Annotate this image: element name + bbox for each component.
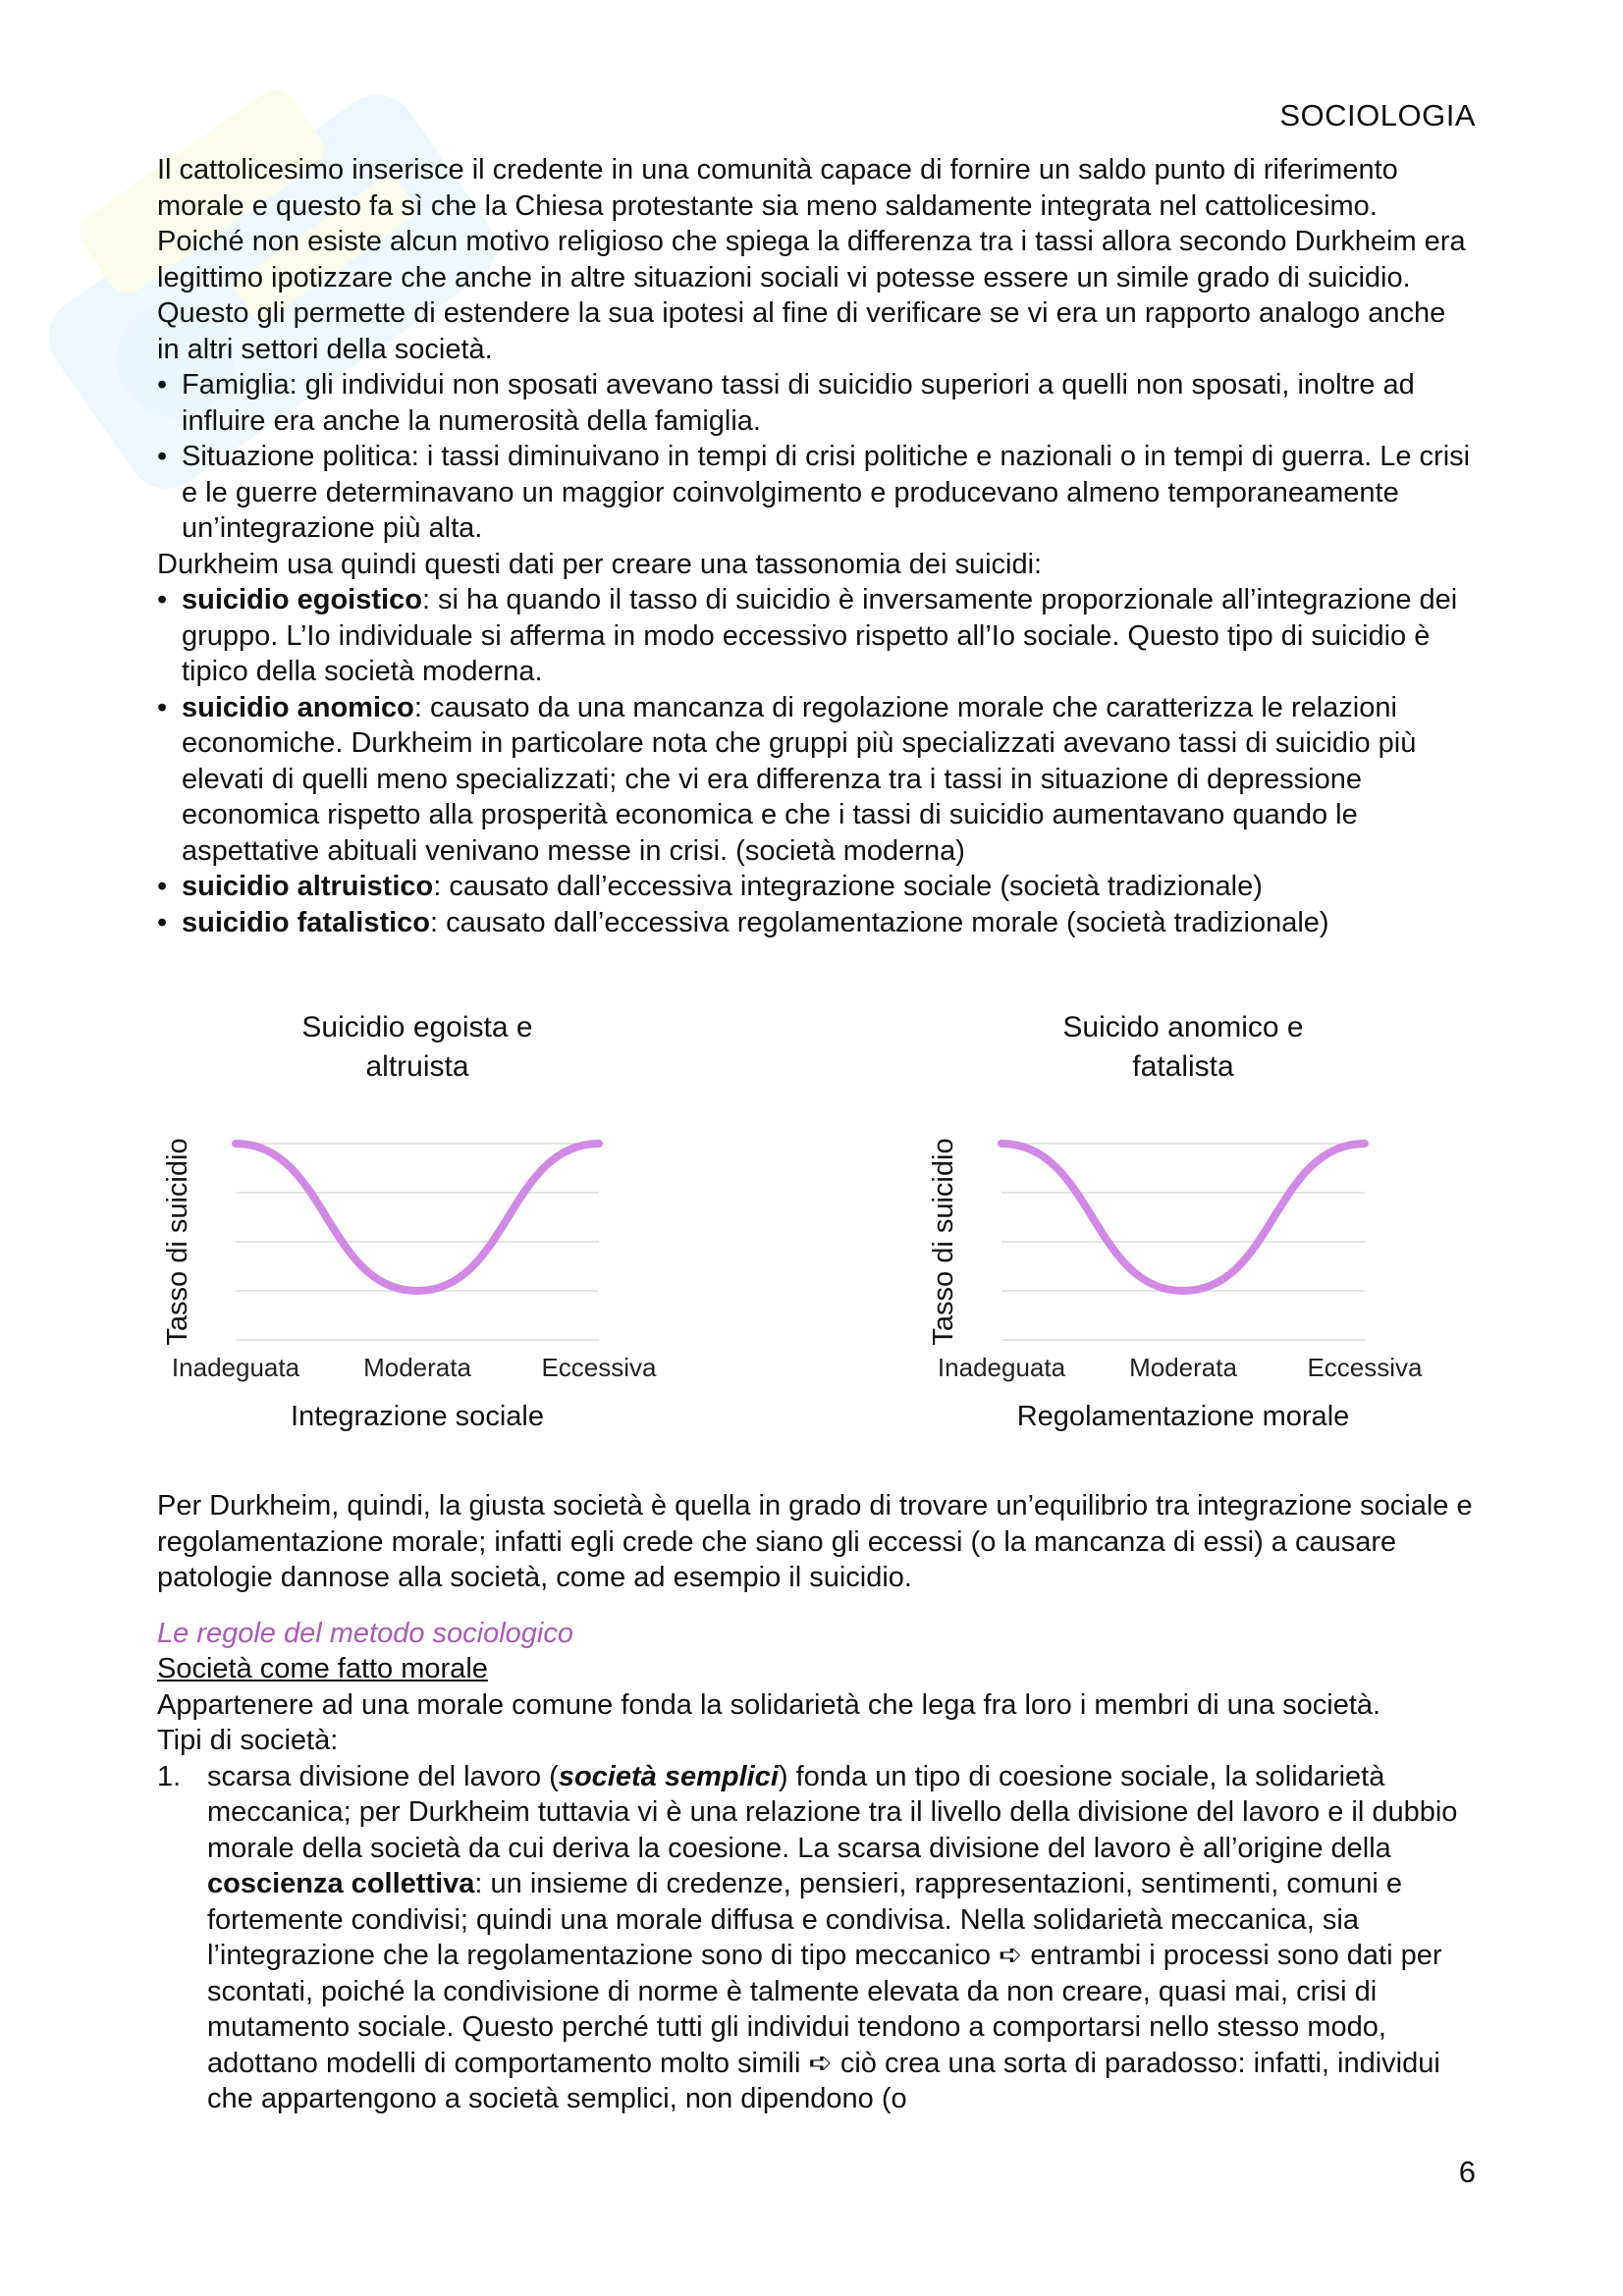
paragraph: Appartenere ad una morale comune fonda la solidarietà che lega fra loro i membri di una società. [157,1688,1381,1721]
paragraph: Il cattolicesimo inserisce il credente in una comunità capace di fornire un saldo punto di riferimento morale e questo fa sì che la Chiesa protestante sia meno saldamente integrata nel cattolicesimo. [157,154,1398,222]
chart-title: altruista [365,1050,469,1083]
paragraph: Poiché non esiste alcun motivo religioso che spiega la differenza tra i tassi allora secondo Durkheim era legittimo ipotizzare che anche in altre situazioni sociali vi potesse essere un simile grado di suicidio. [157,226,1466,294]
y-axis-label: Tasso di suicidio [928,1138,959,1346]
bullet-list [157,367,1473,547]
series-line [1001,1144,1365,1291]
term: suicidio altruistico [182,871,434,902]
term: suicidio egoistico [182,584,422,615]
taxonomy-list [157,582,1473,940]
list-item: • Situazione politica: i tassi diminuivano in tempi di crisi politiche e nazionali o in tempi di guerra. Le crisi e le guerre determinavano un maggior coinvolgimento e producevano almeno temporaneamente un’integrazione più alta. [157,439,1473,547]
list-item [157,1759,1473,2117]
term: suicidio fatalistico [182,906,430,938]
chart-svg [923,991,1473,1453]
page-number: 6 [1458,2155,1476,2189]
x-tick-label: Inadeguata [171,1353,300,1382]
x-tick-label: Inadeguata [937,1353,1066,1382]
list-item [157,582,1473,690]
term: suicidio anomico [182,691,414,723]
page-content [157,152,1473,2117]
section-title: Le regole del metodo sociologico [157,1617,573,1649]
charts-row [157,991,1473,1453]
list-number: 1. [157,1760,182,1792]
list-item [157,690,1473,870]
series-line [236,1144,599,1291]
list-item [157,869,1473,905]
chart-regolamentazione [923,991,1473,1453]
term-text: : causato dall’eccessiva regolamentazione morale (società tradizionale) [430,906,1329,938]
list-item: • Famiglia: gli individui non sposati avevano tassi di suicidio superiori a quelli non sposati, inoltre ad influire era anche la numerosità della famiglia. [157,367,1473,439]
x-tick-label: Eccessiva [541,1353,657,1382]
chart-svg [157,991,707,1453]
x-tick-label: Eccessiva [1307,1353,1423,1382]
paragraph: Durkheim usa quindi questi dati per creare una tassonomia dei suicidi: [157,548,1043,580]
chart-integrazione [157,991,707,1453]
numbered-list [157,1759,1473,2117]
x-axis-label: Integrazione sociale [291,1401,544,1432]
x-tick-label: Moderata [1129,1353,1237,1382]
page-header: SOCIOLOGIA [1279,98,1476,133]
term-text: : si ha quando il tasso di suicidio è inversamente proporzionale all’integrazione dei gruppo. L’Io individuale si afferma in modo eccessivo rispetto all’Io sociale. Questo tipo di suicidio è tipico della società moderna. [182,584,1458,687]
paragraph: Per Durkheim, quindi, la giusta società è quella in grado di trovare un’equilibrio tra integrazione sociale e regolamentazione morale; infatti egli crede che siano gli eccessi (o la mancanza di essi) a causare patologie dannose alla società, come ad esempio il suicidio. [157,1490,1473,1593]
chart-title: Suicidio egoista e [301,1011,533,1043]
y-axis-label: Tasso di suicidio [162,1138,193,1346]
text-run: ) fonda un tipo di coesione sociale, la solidarietà meccanica; per Durkheim tuttavia vi è una relazione tra il livello della divisione del lavoro e il dubbio morale della società da cui deriva la coesione. La scarsa divisione del lavoro è all’origine della [207,1760,1458,1864]
paragraph: Questo gli permette di estendere la sua ipotesi al fine di verificare se vi era un rapporto analogo anche in altri settori della società. [157,297,1446,365]
chart-title: Suicido anomico e [1062,1011,1304,1043]
term-text: : causato dall’eccessiva integrazione sociale (società tradizionale) [433,871,1263,902]
text-run: : un insieme di credenze, pensieri, rappresentazioni, sentimenti, comuni e fortemente condivisi; quindi una morale diffusa e condivisa. Nella solidarietà meccanica, sia l’integrazione che la regolamentazione sono di tipo meccanico ➪ entrambi i processi sono dati per scontati, poiché la condivisione di norme è talmente elevata da non creare, quasi mai, crisi di mutamento sociale. Questo perché tutti gli individui tendono a comportarsi nello stesso modo, adottano modelli di comportamento molto simili ➪ ciò crea una sorta di paradosso: infatti, individui che appartengono a società semplici, non dipendono (o [207,1868,1442,2114]
text-run: scarsa divisione del lavoro ( [207,1760,559,1792]
x-tick-label: Moderata [363,1353,471,1382]
term: coscienza collettiva [207,1868,475,1899]
emphasis: società semplici [558,1760,779,1792]
x-axis-label: Regolamentazione morale [1016,1401,1350,1432]
chart-title: fatalista [1132,1050,1234,1083]
term-text: : causato da una mancanza di regolazione morale che caratterizza le relazioni economiche. Durkheim in particolare nota che gruppi più specializzati avevano tassi di suicidio più elevati di quelli meno specializzati; che vi era differenza tra i tassi in situazione di depressione economica rispetto alla prosperità economica e che i tassi di suicidio aumentavano quando le aspettative abituali venivano messe in crisi. (società moderna) [182,691,1417,867]
paragraph: Tipi di società: [157,1725,339,1756]
list-item [157,905,1473,941]
subsection-title: Società come fatto morale [157,1653,488,1684]
